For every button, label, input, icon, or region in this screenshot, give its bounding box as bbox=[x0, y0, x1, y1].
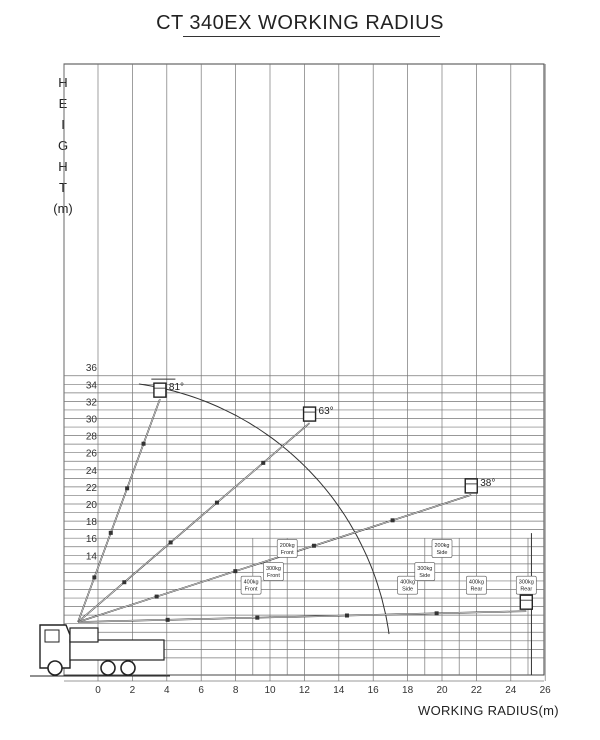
chart-title: CT 340EX WORKING RADIUS bbox=[156, 12, 444, 34]
y-axis-letter: H bbox=[58, 75, 68, 90]
x-axis-ticks bbox=[64, 675, 551, 696]
y-axis-letter: H bbox=[58, 159, 68, 174]
capacity-direction: Front bbox=[244, 586, 258, 593]
boom-joint bbox=[109, 531, 113, 535]
capacity-load: 300kg bbox=[417, 566, 433, 573]
capacity-direction: Side bbox=[402, 586, 414, 593]
capacity-load: 200kg bbox=[279, 542, 295, 549]
boom-joint bbox=[345, 614, 349, 618]
x-tick-label: 12 bbox=[298, 685, 310, 696]
boom-joint bbox=[435, 611, 439, 615]
capacity-labels bbox=[241, 539, 536, 594]
y-tick-label: 20 bbox=[85, 500, 97, 511]
x-tick-label: 4 bbox=[164, 685, 170, 696]
x-tick-label: 2 bbox=[129, 685, 136, 696]
x-tick-label: 22 bbox=[470, 685, 482, 696]
booms bbox=[78, 382, 532, 622]
y-tick-label: 16 bbox=[85, 534, 97, 546]
x-tick-label: 24 bbox=[505, 685, 517, 696]
y-tick-label: 24 bbox=[85, 465, 97, 477]
capacity-load: 300kg bbox=[265, 566, 281, 573]
boom-joint bbox=[122, 580, 126, 584]
truck-bed bbox=[70, 640, 164, 660]
y-tick-label: 28 bbox=[85, 431, 97, 443]
y-axis-letter: E bbox=[58, 96, 68, 111]
front-wheel bbox=[48, 661, 62, 675]
capacity-direction: Rear bbox=[520, 586, 533, 593]
capacity-load: 400kg bbox=[400, 579, 416, 586]
boom-joint bbox=[125, 486, 129, 490]
capacity-load: 400kg bbox=[468, 579, 484, 586]
capacity-direction: Front bbox=[280, 549, 294, 556]
x-tick-label: 10 bbox=[264, 685, 276, 696]
y-axis-letter: T bbox=[59, 180, 67, 195]
basket-icon bbox=[520, 595, 532, 609]
boom-joint bbox=[166, 618, 170, 622]
boom-arm-center bbox=[78, 495, 471, 622]
y-axis-letter: G bbox=[57, 138, 69, 153]
x-tick-label: 16 bbox=[367, 685, 379, 696]
boom-joint bbox=[215, 501, 219, 505]
y-axis-unit: (m) bbox=[53, 201, 73, 216]
capacity-direction: Rear bbox=[470, 586, 483, 593]
boom-joint bbox=[155, 595, 159, 599]
truck-window bbox=[45, 630, 59, 642]
turret-base bbox=[70, 628, 98, 642]
y-tick-label: 32 bbox=[85, 397, 97, 409]
rear-wheel bbox=[101, 661, 115, 675]
y-tick-label: 14 bbox=[85, 551, 97, 563]
y-tick-label: 34 bbox=[85, 380, 97, 392]
basket-icon bbox=[304, 407, 316, 421]
x-tick-label: 0 bbox=[95, 685, 101, 696]
boom-joint bbox=[312, 544, 316, 548]
boom-joint bbox=[92, 575, 96, 579]
boom-joint bbox=[261, 461, 265, 465]
capacity-load: 200kg bbox=[434, 542, 450, 549]
x-tick-label: 20 bbox=[436, 685, 448, 696]
boom-joint bbox=[391, 518, 395, 522]
capacity-load: 300kg bbox=[518, 579, 534, 586]
x-tick-label: 6 bbox=[198, 685, 204, 696]
capacity-direction: Front bbox=[267, 573, 280, 580]
capacity-load: 400kg bbox=[243, 579, 259, 586]
x-tick-label: 14 bbox=[333, 685, 345, 696]
y-axis-letter: I bbox=[61, 117, 65, 132]
capacity-direction: Side bbox=[436, 549, 448, 556]
basket-icon bbox=[154, 383, 166, 397]
boom-joint bbox=[142, 442, 146, 446]
x-tick-label: 18 bbox=[402, 685, 414, 696]
boom-angle-label: 38° bbox=[480, 477, 496, 489]
y-tick-label: 18 bbox=[85, 517, 97, 529]
reach-envelope bbox=[139, 379, 532, 675]
reach-arc bbox=[139, 384, 389, 634]
capacity-direction: Side bbox=[419, 573, 431, 580]
x-tick-label: 26 bbox=[539, 685, 551, 696]
rear-wheel bbox=[121, 661, 135, 675]
basket-icon bbox=[465, 479, 477, 493]
boom-joint bbox=[255, 616, 259, 620]
y-tick-label: 36 bbox=[85, 363, 97, 375]
y-tick-label: 26 bbox=[85, 448, 97, 460]
boom-joint bbox=[233, 569, 237, 573]
x-tick-label: 8 bbox=[232, 685, 239, 696]
boom-angle-label: 63° bbox=[318, 406, 334, 418]
x-axis-label: WORKING RADIUS(m) bbox=[418, 703, 559, 718]
truck-icon bbox=[30, 625, 170, 676]
y-tick-label: 22 bbox=[85, 482, 97, 494]
boom-angle-label: 81° bbox=[168, 382, 185, 394]
boom-joint bbox=[169, 540, 173, 544]
y-tick-label: 30 bbox=[85, 414, 97, 426]
